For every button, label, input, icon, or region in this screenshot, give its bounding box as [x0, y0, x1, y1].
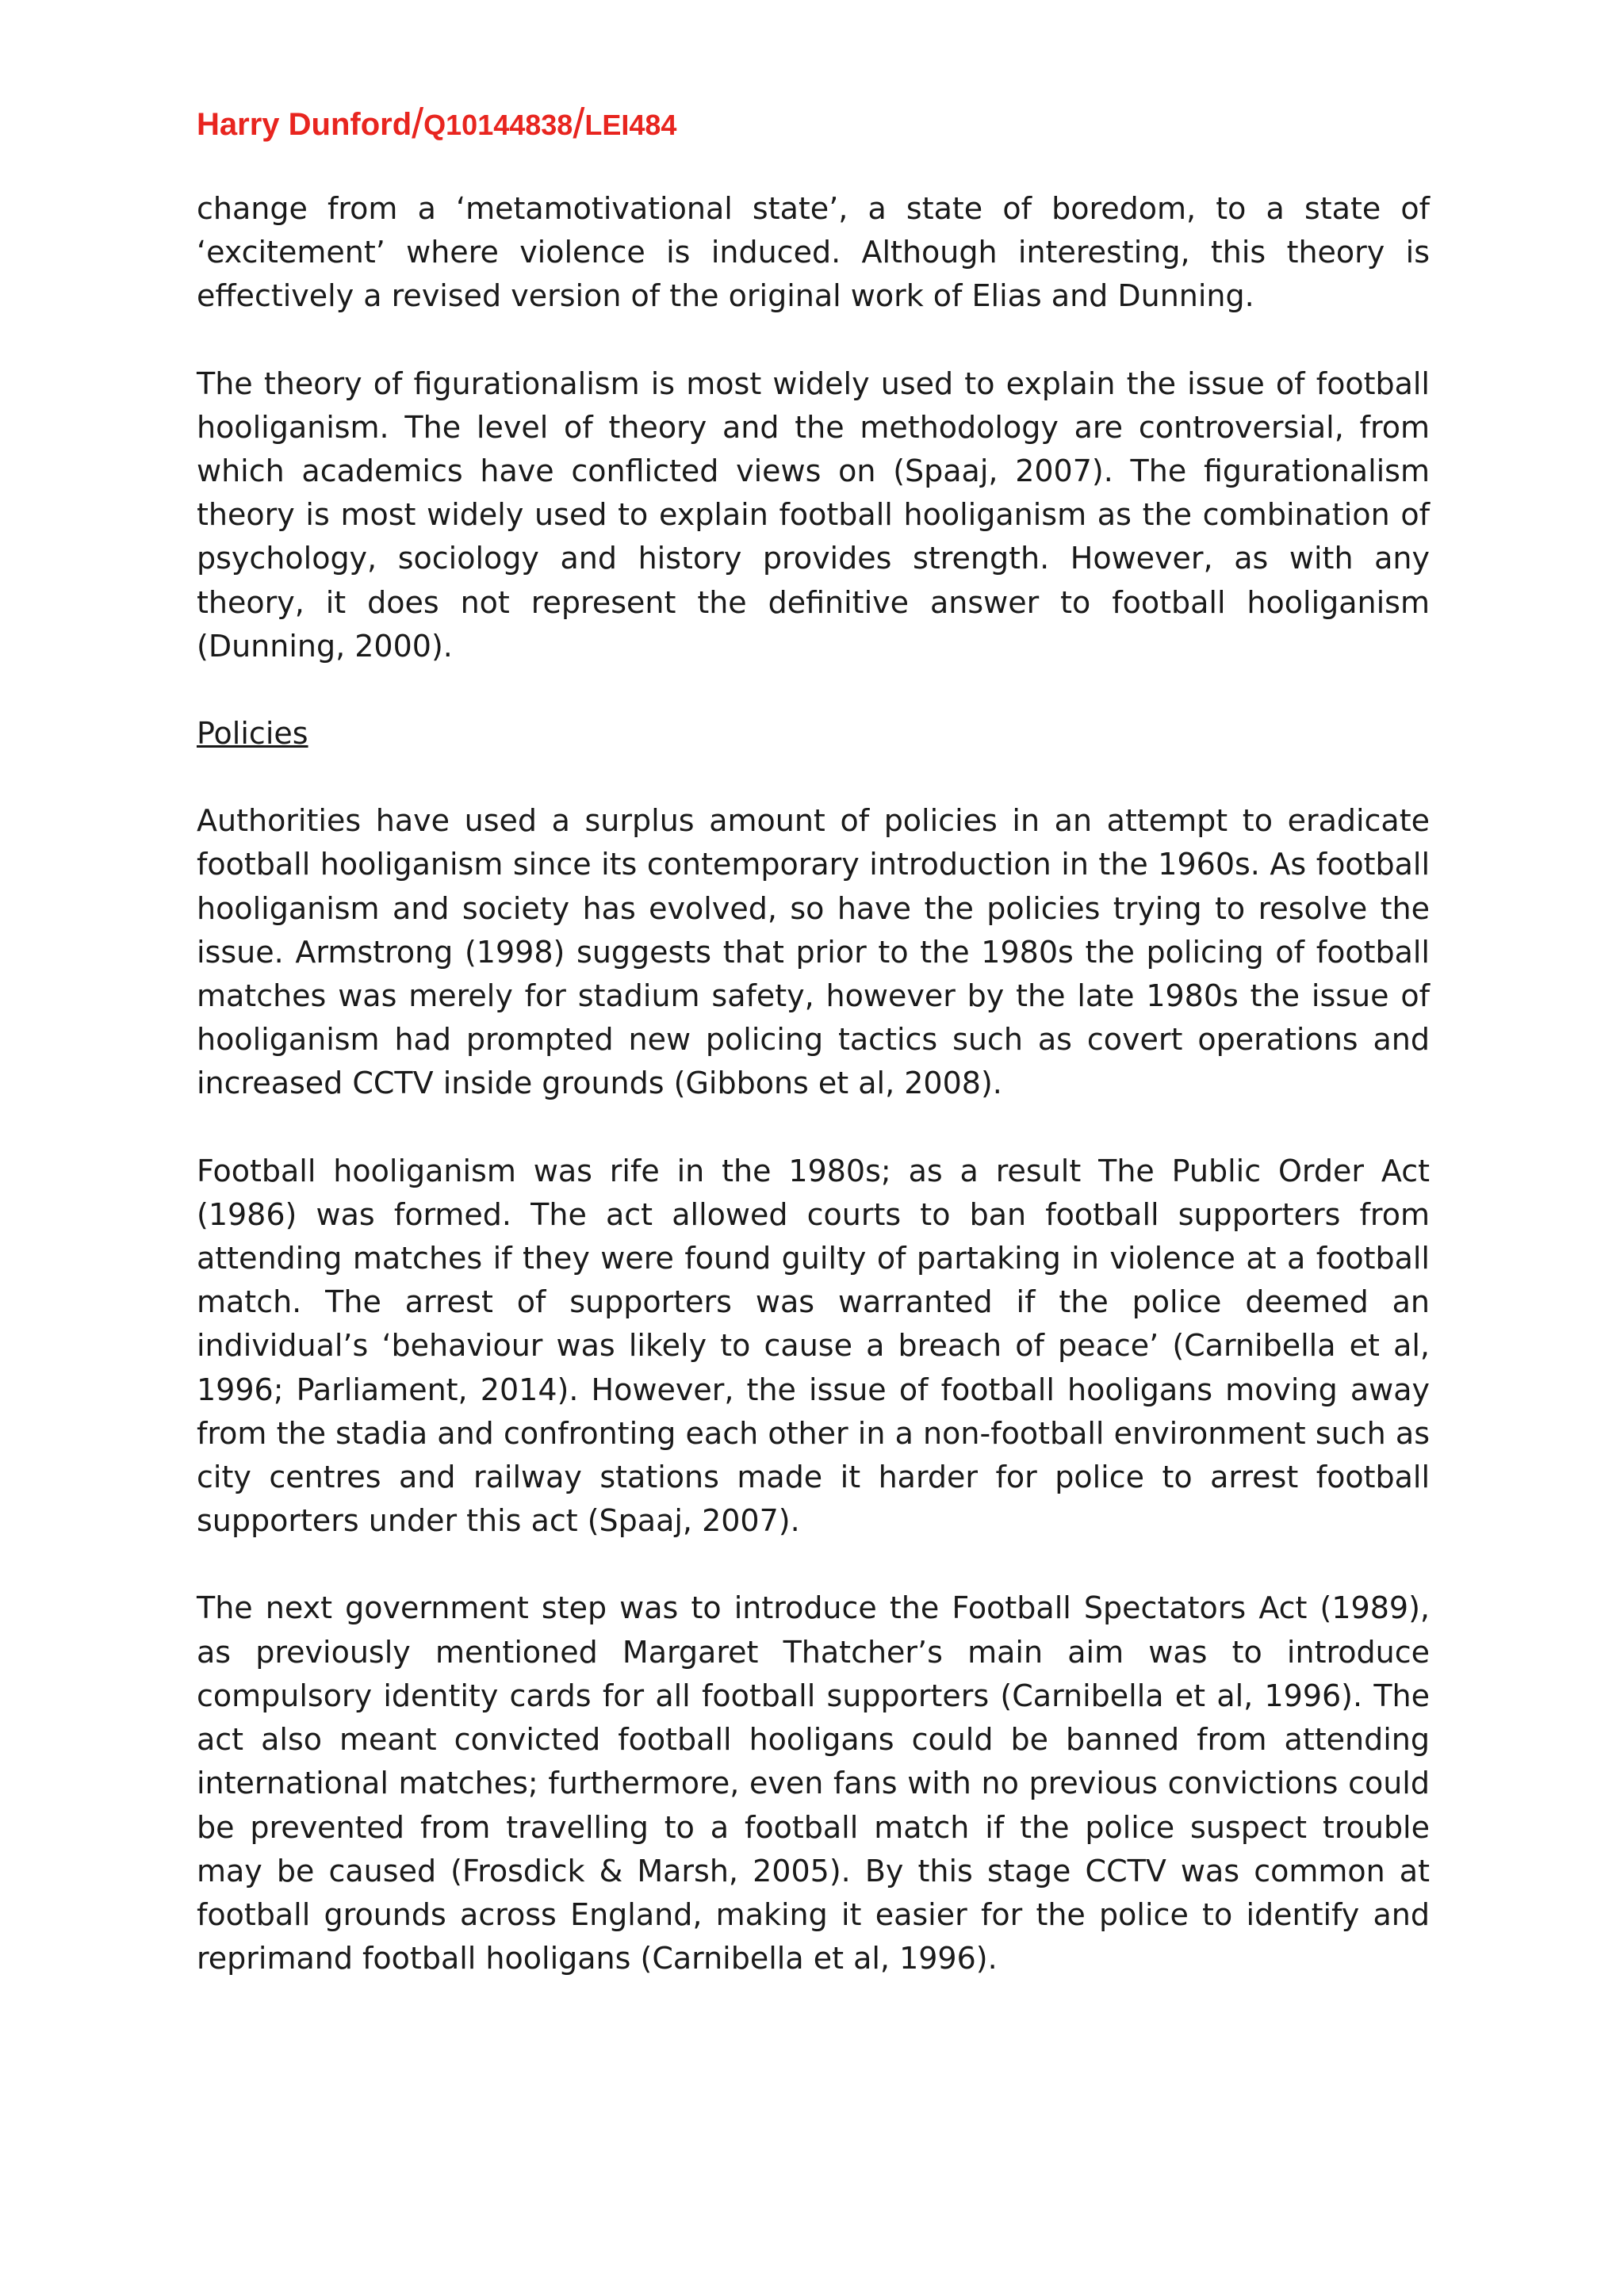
header-author: Harry Dunford [197, 107, 412, 142]
body-paragraph: The theory of figurationalism is most widely used to explain the issue of football hooliganism. The level of theory and the methodology are controversial, from which academics have conflicted views on (Spaaj, 2007). The figurationalism theory is most widely used to explain football hooliganism as the combination of psychology, sociology and history provides strength. However, as with any theory, it does not represent the definitive answer to football hooliganism (Dunning, 2000). [197, 365, 1430, 664]
page-header [197, 101, 676, 147]
section-heading: Policies [197, 716, 308, 752]
header-student-id: Q10144838 [423, 109, 573, 141]
header-module-code: LEI484 [584, 109, 677, 141]
document-body [197, 187, 1430, 2024]
body-paragraph: Football hooliganism was rife in the 1980s; as a result The Public Order Act (1986) was formed. The act allowed courts to ban football supporters from attending matches if they were found guilty of partaking in violence at a football match. The arrest of supporters was warranted if the police deemed an individual’s ‘behaviour was likely to cause a breach of peace’ (Carnibella et al, 1996; Parliament, 2014). However, the issue of football hooligans moving away from the stadia and confronting each other in a non-football environment such as city centres and railway stations made it harder for police to arrest football supporters under this act (Spaaj, 2007). [197, 1153, 1430, 1539]
header-separator: / [573, 100, 585, 147]
body-paragraph: Authorities have used a surplus amount of policies in an attempt to eradicate football hooliganism since its contemporary introduction in the 1960s. As football hooliganism and society has evolved, so have the policies trying to resolve the issue. Armstrong (1998) suggests that prior to the 1980s the policing of football matches was merely for stadium safety, however by the late 1980s the issue of hooliganism had prompted new policing tactics such as covert operations and increased CCTV inside grounds (Gibbons et al, 2008). [197, 803, 1430, 1101]
body-paragraph: The next government step was to introduce the Football Spectators Act (1989), as previously mentioned Margaret Thatcher’s main aim was to introduce compulsory identity cards for all football supporters (Carnibella et al, 1996). The act also meant convicted football hooligans could be banned from attending international matches; furthermore, even fans with no previous convictions could be prevented from travelling to a football match if the police suspect trouble may be caused (Frosdick & Marsh, 2005). By this stage CCTV was common at football grounds across England, making it easier for the police to identify and reprimand football hooligans (Carnibella et al, 1996). [197, 1590, 1430, 1976]
body-paragraph: change from a ‘metamotivational state’, a state of boredom, to a state of ‘excitement’ where violence is induced. Although interesting, this theory is effectively a revised version of the original work of Elias and Dunning. [197, 191, 1430, 314]
header-separator: / [412, 100, 424, 147]
